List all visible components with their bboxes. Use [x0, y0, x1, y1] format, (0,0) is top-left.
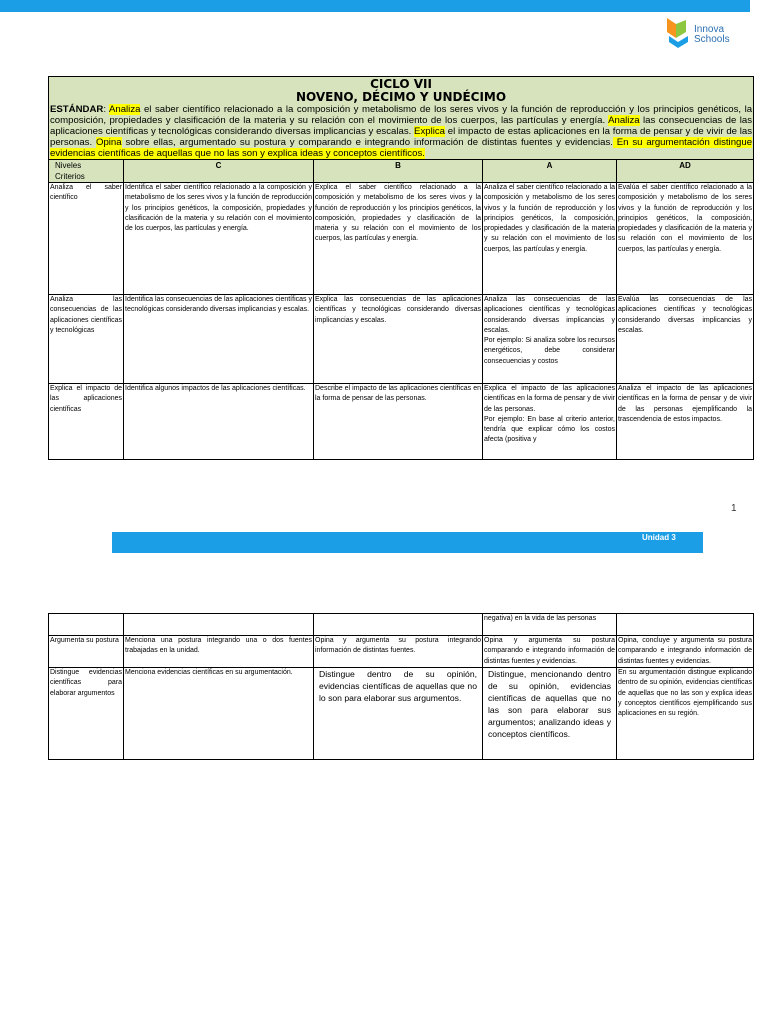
header-level-b: B [314, 160, 483, 183]
standard-fragment: las consecuencias de las aplicaciones científicas y tecnológicas considerando diversas implicancias y escalas. [50, 115, 753, 137]
level-cell [314, 636, 483, 668]
standard-fragment: ESTÁNDAR [50, 104, 104, 115]
table-row [49, 636, 754, 668]
header-criterios: Criterios [55, 172, 85, 181]
header-levels-criteria [49, 160, 124, 183]
top-header-bar [0, 0, 750, 12]
criterion-cell: Explica el impacto de las aplicaciones científicas [49, 384, 124, 460]
logo-line-2: Schools [694, 34, 730, 45]
cell-paragraph: Analiza las consecuencias de las aplicaciones científicas y tecnológicas considerando diversas implicancias y escalas. [484, 296, 615, 334]
cell-paragraph: Describe el impacto de las aplicaciones científicas en la forma de pensar de las personas. [315, 385, 481, 403]
level-cell [124, 295, 314, 384]
standard-fragment: sobre ellas, argumentado su postura y comparando e integrando información de distintas fuentes y evidencias. [121, 137, 613, 148]
unit-label: Unidad 3 [642, 533, 676, 542]
cell-paragraph: Distingue dentro de su opinión, evidencias científicas de aquellas que no lo son para elaborar sus argumentos. [319, 669, 477, 703]
highlighted-verb: Explica [414, 126, 445, 137]
criterion-cell: Distingue evidencias científicas para elaborar argumentos [49, 668, 124, 760]
cell-paragraph: Opina y argumenta su postura integrando información de distintas fuentes. [315, 637, 481, 655]
header-level-ad: AD [617, 160, 754, 183]
level-cell [124, 183, 314, 295]
table-row [49, 295, 754, 384]
header-niveles: Niveles [55, 161, 82, 170]
rubric-table-continued [48, 613, 754, 760]
cell-paragraph: Analiza el impacto de las aplicaciones científicas en la forma de pensar y de vivir de las personas ejemplificando la trascendencia de estos impactos. [618, 385, 753, 423]
standard-fragment: el impacto de estas aplicaciones en la forma de pensar y de vivir de las personas. [50, 126, 753, 148]
level-cell [124, 614, 314, 636]
highlighted-verb: En su argumentación distingue evidencias científicas de aquellas que no las son y explica ideas y conceptos científicos. [50, 137, 753, 159]
level-cell [314, 614, 483, 636]
cell-paragraph: Distingue, mencionando dentro de su opinión, evidencias científicas de aquellas que no las son para elaborar sus argumentos; analizando ideas y conceptos científicos. [488, 669, 611, 739]
cell-paragraph: negativa) en la vida de las personas [484, 615, 597, 622]
table-row [49, 614, 754, 636]
grades-title: NOVENO, DÉCIMO Y UNDÉCIMO [295, 90, 507, 104]
standard-row [49, 77, 754, 160]
cell-paragraph: Menciona evidencias científicas en su argumentación. [125, 669, 293, 676]
level-cell [124, 636, 314, 668]
standard-fragment: : [103, 104, 109, 115]
criterion-cell: Analiza las consecuencias de las aplicaciones científicas y tecnológicas [49, 295, 124, 384]
cell-paragraph: Opina, concluye y argumenta su postura comparando e integrando información de distintas fuentes y evidencias. [618, 637, 752, 665]
cycle-title: CICLO VII [370, 77, 432, 91]
highlighted-verb: Opina [95, 137, 122, 148]
innova-schools-logo [664, 16, 740, 50]
cell-paragraph: Identifica el saber científico relacionado a la composición y metabolismo de los seres vivos y la función de reproducción y los principios genéticos, la composición, propiedades y clasificación de la materia y su relación con el movimiento de los cuerpos, las partículas y energía. [125, 184, 312, 233]
criterion-cell: Argumenta su postura [49, 636, 124, 668]
table-row [49, 384, 754, 460]
level-cell [483, 384, 617, 460]
header-level-c: C [124, 160, 314, 183]
level-cell [617, 384, 754, 460]
table-row [49, 183, 754, 295]
cell-paragraph: Explica el saber científico relacionado a la composición y metabolismo de los seres vivos y la función de reproducción y los principios genéticos, la composición, propiedades y clasificación de la materia y su relación con el movimiento de los cuerpos, las partículas y energía. [315, 184, 481, 243]
cell-paragraph: Por ejemplo: Si analiza sobre los recursos energéticos, debe considerar consecuencias y costos [484, 337, 615, 365]
level-cell [124, 384, 314, 460]
cell-paragraph: Analiza el saber científico relacionado a la composición y metabolismo de los seres vivos y la función de reproducción y los principios genéticos, la composición, propiedades y clasificación de la materia y su relación con el movimiento de los cuerpos, las partículas y energía. [484, 184, 615, 253]
standard-cell [49, 77, 754, 160]
logo-mark-icon [664, 16, 694, 50]
level-cell [314, 183, 483, 295]
standard-text [50, 104, 752, 159]
level-cell [314, 295, 483, 384]
level-cell [617, 295, 754, 384]
cell-paragraph: Identifica las consecuencias de las aplicaciones científicas y tecnológicas considerando diversas implicancias y escalas. [125, 296, 312, 314]
cell-paragraph: Evalúa las consecuencias de las aplicaciones científicas y tecnológicas considerando diversas implicancias y escalas. [618, 296, 753, 334]
criterion-cell: Analiza el saber científico [49, 183, 124, 295]
level-cell [124, 668, 314, 760]
level-cell [483, 668, 617, 760]
highlighted-verb: Analiza [608, 115, 640, 126]
table-row [49, 668, 754, 760]
unit-bar [112, 532, 703, 553]
level-cell [483, 183, 617, 295]
page-number: 1 [731, 503, 737, 514]
cell-paragraph: Opina y argumenta su postura comparando e integrando información de distintas fuentes y evidencias. [484, 637, 615, 665]
cell-paragraph: Explica el impacto de las aplicaciones científicas en la forma de pensar y de vivir de las personas. [484, 385, 615, 413]
cell-paragraph: Evalúa el saber científico relacionado a la composición y metabolismo de los seres vivos y la función de reproducción y los principios genéticos, la composición, propiedades y clasificación de la materia y su relación con el movimiento de los cuerpos, las partículas y energía. [618, 184, 753, 253]
level-cell [483, 636, 617, 668]
cell-paragraph: En su argumentación distingue explicando dentro de su opinión, evidencias científicas de aquellas que no las son y explica ideas y conceptos científicos ejemplificando sus aplicaciones en su región. [618, 669, 752, 718]
level-cell [483, 295, 617, 384]
table-header-row [49, 160, 754, 183]
level-cell [617, 636, 754, 668]
level-cell [617, 183, 754, 295]
level-cell [617, 614, 754, 636]
level-cell [314, 668, 483, 760]
header-level-a: A [483, 160, 617, 183]
logo-wordmark [694, 25, 730, 45]
criterion-cell [49, 614, 124, 636]
standard-fragment: el saber científico relacionado a la composición y metabolismo de los seres vivos y la función de reproducción y los principios genéticos, la composición, propiedades y clasificación de la materia y su relación con el movimiento de los cuerpos, las partículas y energía. [50, 104, 753, 126]
rubric-table [48, 76, 754, 460]
cell-paragraph: Explica las consecuencias de las aplicaciones científicas y tecnológicas considerando diversas implicancias y escalas. [315, 296, 481, 324]
level-cell [483, 614, 617, 636]
cell-paragraph: Menciona una postura integrando una o dos fuentes trabajadas en la unidad. [125, 637, 312, 655]
level-cell [314, 384, 483, 460]
cell-paragraph: Identifica algunos impactos de las aplicaciones científicas. [125, 385, 306, 392]
cell-paragraph: Por ejemplo: En base al criterio anterior, tendría que explicar cómo los costos afecta (positiva y [484, 415, 615, 444]
highlighted-verb: Analiza [108, 104, 141, 115]
logo-line-1: Innova [694, 24, 725, 35]
level-cell [617, 668, 754, 760]
